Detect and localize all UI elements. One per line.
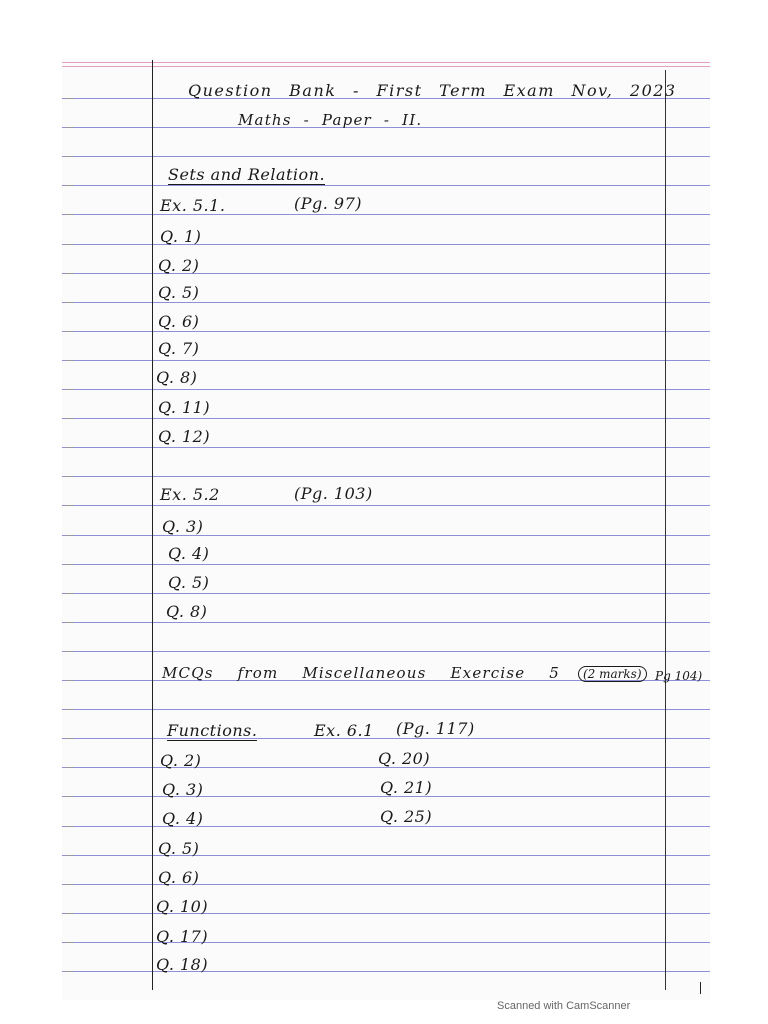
exercise-label: Ex. 5.1. [160,196,226,215]
exercise-page-ref: (Pg. 97) [294,194,363,213]
margin-tick [66,418,74,419]
misc-page-ref: Pg 104) [655,669,703,683]
exercise-page-ref: (Pg. 117) [396,719,475,738]
ruled-line [62,564,710,565]
margin-tick [66,535,74,536]
ruled-line [62,593,710,594]
section-heading-functions: Functions. [167,721,258,740]
margin-tick [66,622,74,623]
margin-tick [66,505,74,506]
ruled-line [62,622,710,623]
margin-tick [66,971,74,972]
ruled-line [62,447,710,448]
question-item: Q. 1) [160,227,202,246]
margin-tick [66,767,74,768]
ruled-line [62,302,710,303]
scanner-watermark: Scanned with CamScanner [497,1000,631,1012]
exercise-label: Ex. 6.1 [314,721,374,740]
question-item: Q. 20) [378,749,431,768]
question-item: Q. 2) [158,256,200,275]
question-item: Q. 17) [156,927,209,946]
exercise-page-ref: (Pg. 103) [294,484,373,503]
question-item: Q. 8) [166,602,208,621]
ruled-line [62,505,710,506]
exercise-label: Ex. 5.2 [160,485,220,504]
question-item: Q. 6) [158,868,200,887]
ruled-line [62,331,710,332]
margin-tick [66,360,74,361]
margin-tick [66,302,74,303]
question-item: Q. 25) [380,807,433,826]
ruled-line [62,651,710,652]
top-pink-rule [62,66,710,67]
margin-tick [66,942,74,943]
ruled-line [62,476,710,477]
margin-tick [66,244,74,245]
margin-tick [66,156,74,157]
ruled-line [62,418,710,419]
margin-tick [66,98,74,99]
margin-tick [66,127,74,128]
margin-tick [66,709,74,710]
page-top-blank [62,0,710,58]
margin-tick [66,331,74,332]
margin-tick [66,273,74,274]
section-heading-sets: Sets and Relation. [168,165,326,184]
question-item: Q. 21) [380,778,433,797]
margin-tick [66,913,74,914]
page-title: Question Bank - First Term Exam Nov, 2023 [188,81,677,100]
question-item: Q. 5) [158,839,200,858]
ruled-line [62,826,710,827]
ruled-line [62,360,710,361]
left-margin-line [152,60,153,990]
question-item: Q. 2) [160,751,202,770]
ruled-line [62,709,710,710]
scan-edge-mark [700,982,701,994]
question-item: Q. 12) [158,427,211,446]
margin-tick [66,884,74,885]
question-item: Q. 5) [158,283,200,302]
misc-marks: (2 marks) [578,666,647,682]
margin-tick [66,651,74,652]
question-item: Q. 8) [156,368,198,387]
margin-tick [66,214,74,215]
margin-tick [66,476,74,477]
question-item: Q. 3) [162,517,204,536]
margin-tick [66,564,74,565]
question-item: Q. 10) [156,897,209,916]
margin-tick [66,593,74,594]
margin-tick [66,738,74,739]
margin-tick [66,796,74,797]
question-item: Q. 5) [168,573,210,592]
question-item: Q. 6) [158,312,200,331]
ruled-line [62,156,710,157]
margin-tick [66,680,74,681]
margin-tick [66,185,74,186]
question-item: Q. 11) [158,398,211,417]
margin-tick [66,826,74,827]
ruled-line [62,389,710,390]
right-margin-line [665,70,666,990]
question-item: Q. 4) [168,544,210,563]
question-item: Q. 4) [162,809,204,828]
ruled-line [62,535,710,536]
ruled-line [62,738,710,739]
margin-tick [66,855,74,856]
question-item: Q. 18) [156,955,209,974]
margin-tick [66,447,74,448]
top-pink-rule [62,62,710,63]
ruled-line [62,185,710,186]
margin-tick [66,389,74,390]
question-item: Q. 7) [158,339,200,358]
page-subtitle: Maths - Paper - II. [238,111,423,129]
question-item: Q. 3) [162,780,204,799]
misc-exercise-line: MCQs from Miscellaneous Exercise 5 [162,664,561,682]
